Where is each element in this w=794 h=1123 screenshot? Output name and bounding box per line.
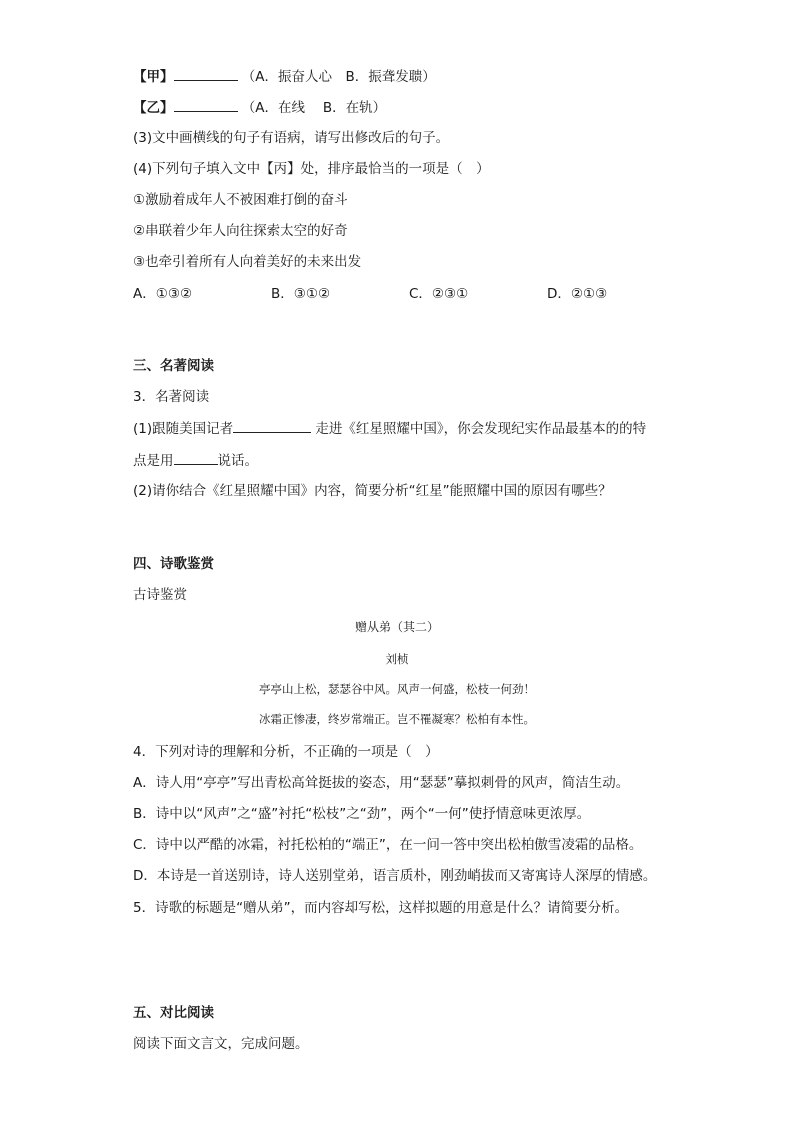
section-3-heading: 三、名著阅读 bbox=[133, 358, 214, 374]
question-4-option-a[interactable]: A．诗人用“亭亭”写出青松高耸挺拔的姿态，用“瑟瑟”摹拟刺骨的风声，简洁生动。 bbox=[133, 775, 630, 791]
section-4-intro: 古诗鉴赏 bbox=[133, 587, 187, 603]
question-4-option-c[interactable]: C．诗中以严酷的冰霜，衬托松柏的“端正”，在一问一答中突出松柏傲雪凌霜的品格。 bbox=[133, 837, 643, 853]
choice-a[interactable]: A．①③② bbox=[133, 286, 193, 302]
sentence-item-3: ③也牵引着所有人向着美好的未来出发 bbox=[133, 254, 362, 270]
reporter-answer-blank[interactable] bbox=[233, 418, 311, 433]
question-4-option-d[interactable]: D．本诗是一首送别诗，诗人送别堂弟，语言质朴，刚劲峭拔而又寄寓诗人深厚的情感。 bbox=[133, 868, 657, 884]
sub-question-4: (4)下列句子填入文中【丙】处，排序最恰当的一项是（ ） bbox=[133, 161, 490, 177]
sub1-text-d: 说话。 bbox=[217, 453, 258, 469]
question-4: 4．下列对诗的理解和分析，不正确的一项是（ ） bbox=[133, 744, 439, 760]
question-3-sub2: (2)请你结合《红星照耀中国》内容，简要分析“红星”能照耀中国的原因有哪些？ bbox=[133, 483, 612, 499]
question-3-sub1 bbox=[133, 418, 646, 439]
section-4-heading: 四、诗歌鉴赏 bbox=[133, 556, 214, 572]
jia-line bbox=[133, 66, 436, 87]
question-3-title: 3．名著阅读 bbox=[133, 389, 210, 405]
poem-line-1: 亭亭山上松，瑟瑟谷中风。风声一何盛，松枝一何劲！ bbox=[259, 682, 535, 696]
choice-b[interactable]: B．③①② bbox=[271, 286, 331, 302]
jia-answer-blank[interactable] bbox=[174, 66, 238, 81]
question-5: 5．诗歌的标题是“赠从弟”，而内容却写松，这样拟题的用意是什么？请简要分析。 bbox=[133, 900, 629, 916]
choice-d[interactable]: D．②①③ bbox=[547, 286, 608, 302]
yi-options: （A．在线 B．在轨） bbox=[241, 100, 387, 116]
fact-answer-blank[interactable] bbox=[174, 450, 218, 465]
section-5-heading: 五、对比阅读 bbox=[133, 1005, 214, 1021]
choice-row bbox=[133, 284, 607, 304]
sub-question-3: (3)文中画横线的句子有语病，请写出修改后的句子。 bbox=[133, 130, 450, 146]
poem-line-2: 冰霜正惨凄，终岁常端正。岂不罹凝寒？松柏有本性。 bbox=[259, 712, 535, 726]
yi-label: 【乙】 bbox=[133, 100, 174, 116]
yi-line bbox=[133, 97, 386, 118]
sub1-text-a: (1)跟随美国记者 bbox=[133, 421, 234, 437]
poem-author: 刘桢 bbox=[385, 652, 409, 666]
sub1-text-b: 走进《红星照耀中国》，你会发现纪实作品最基本的的特 bbox=[311, 421, 647, 437]
sentence-item-1: ①激励着成年人不被困难打倒的奋斗 bbox=[133, 192, 348, 208]
question-3-sub1-cont bbox=[133, 450, 258, 471]
choice-c[interactable]: C．②③① bbox=[409, 286, 469, 302]
jia-options: （A．振奋人心 B．振聋发聩） bbox=[241, 69, 436, 85]
jia-label: 【甲】 bbox=[133, 69, 174, 85]
section-5-intro: 阅读下面文言文，完成问题。 bbox=[133, 1036, 309, 1052]
poem-title: 赠从弟（其二） bbox=[354, 620, 439, 634]
yi-answer-blank[interactable] bbox=[174, 97, 238, 112]
sub1-text-c: 点是用 bbox=[133, 453, 174, 469]
sentence-item-2: ②串联着少年人向往探索太空的好奇 bbox=[133, 223, 348, 239]
question-4-option-b[interactable]: B．诗中以“风声”之“盛”衬托“松枝”之“劲”，两个“一何”使抒情意味更浓厚。 bbox=[133, 806, 591, 822]
